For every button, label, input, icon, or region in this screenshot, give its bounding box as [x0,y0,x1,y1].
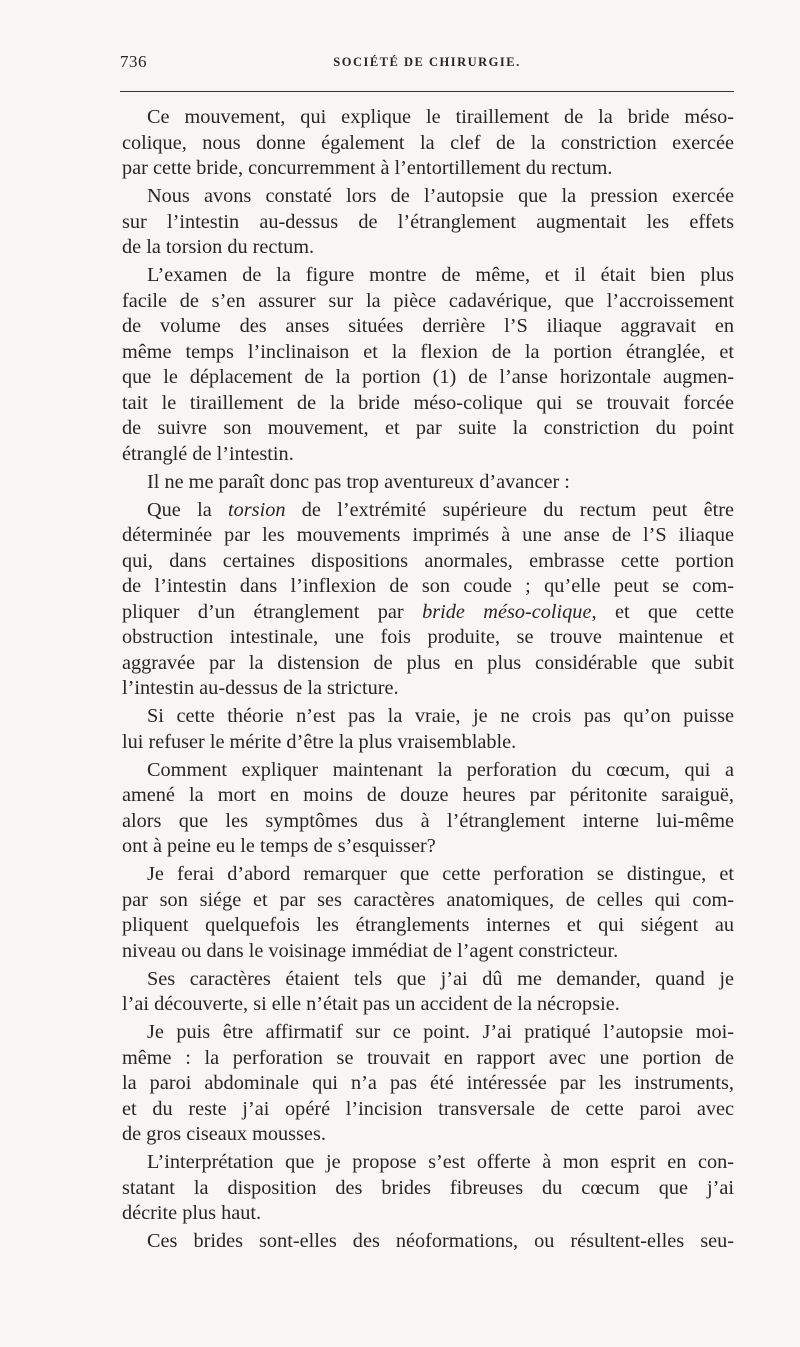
text-line: sur l’intestin au-dessus de l’étranglement augmentait les effets [122,210,734,233]
text-line: par son siége et par ses caractères anatomiques, de celles qui com- [122,888,734,911]
text-line: Ces brides sont-elles des néoformations, ou résultent-elles seu- [147,1230,734,1252]
text-line: même temps l’inclinaison et la flexion de la portion étranglée, et [122,340,734,363]
text-line: Je puis être affirmatif sur ce point. J’ai pratiqué l’autopsie moi- [147,1021,734,1043]
text-line: ont à peine eu le temps de s’esquisser? [122,835,436,857]
text-line: étranglé de l’intestin. [122,442,294,465]
text-line: l’ai découverte, si elle n’était pas un accident de la nécropsie. [122,993,620,1015]
text-line: facile de s’en assurer sur la pièce cadavérique, que l’accroissement [122,289,734,312]
text-line: obstruction intestinale, une fois produite, se trouve maintenue et [122,626,734,648]
text-line: Si cette théorie n’est pas la vraie, je ne crois pas qu’on puisse [147,705,734,727]
text-line: L’examen de la figure montre de même, et il était bien plus [147,264,734,286]
text-line: et du reste j’ai opéré l’incision transversale de cette paroi avec [122,1097,734,1120]
text-line: Il ne me paraît donc pas trop aventureux d’avancer : [147,470,570,493]
text-line [122,498,734,524]
text-line: décrite plus haut. [122,1202,262,1224]
text-line: L’interprétation que je propose s’est offerte à mon esprit en con- [147,1151,734,1173]
text-line: tait le tiraillement de la bride méso-colique qui se trouvait forcée [122,391,734,414]
text-line: statant la disposition des brides fibreuses du cœcum que j’ai [122,1176,734,1199]
text-line: Je ferai d’abord remarquer que cette perforation se distingue, et [147,863,734,885]
text-line: niveau ou dans le voisinage immédiat de l’agent constricteur. [122,939,619,962]
text-line: déterminée par les mouvements imprimés à une anse de l’S iliaque [122,524,734,546]
header-rule [120,91,734,92]
emphasis-torsion: torsion [228,498,286,521]
body-text [122,105,734,1255]
text-line: que le déplacement de la portion (1) de l’anse horizontale augmen- [122,366,734,388]
running-title: SOCIÉTÉ DE CHIRURGIE. [333,55,521,69]
page-number: 736 [120,52,147,71]
text-line: la paroi abdominale qui n’a pas été intéressée par les instruments, [122,1072,734,1094]
text-line: alors que les symptômes dus à l’étranglement interne lui-même [122,809,734,832]
text-line: Ce mouvement, qui explique le tiraillement de la bride méso- [147,106,734,128]
text-line: de la torsion du rectum. [122,236,315,258]
text-line: Comment expliquer maintenant la perforation du cœcum, qui a [147,758,734,781]
text-line: aggravée par la distension de plus en plus considérable que subit [122,651,734,674]
text-line: par cette bride, concurremment à l’entortillement du rectum. [122,157,613,179]
text-line: de suivre son mouvement, et par suite la constriction du point [122,417,734,439]
text-line: Ses caractères étaient tels que j’ai dû me demander, quand je [147,967,734,990]
running-head [120,52,734,82]
text-line: amené la mort en moins de douze heures par péritonite saraiguë, [122,784,734,806]
text-line: l’intestin au-dessus de la stricture. [122,677,399,699]
emphasis-bride: bride méso-colique [422,600,592,623]
text-line: Nous avons constaté lors de l’autopsie que la pression exercée [147,185,734,207]
text-line: de gros ciseaux mousses. [122,1123,326,1145]
text-run: Que la [147,498,229,521]
text-line: même : la perforation se trouvait en rapport avec une portion de [122,1046,734,1069]
text-line: pliquent quelquefois les étranglements internes et qui siégent au [122,914,734,936]
text-line: de volume des anses situées derrière l’S iliaque aggravait en [122,315,734,337]
text-run: , et que cette [591,600,734,623]
text-line: colique, nous donne également la clef de la constriction exercée [122,131,734,154]
text-line: lui refuser le mérite d’être la plus vraisemblable. [122,730,517,753]
text-run: pliquer d’un étranglement par [122,600,423,623]
text-line: de l’intestin dans l’inflexion de son coude ; qu’elle peut se com- [122,575,734,597]
text-run: de l’extrémité supérieure du rectum peut être [285,498,734,521]
text-line [122,600,734,626]
text-line: qui, dans certaines dispositions anormales, embrasse cette portion [122,549,734,572]
